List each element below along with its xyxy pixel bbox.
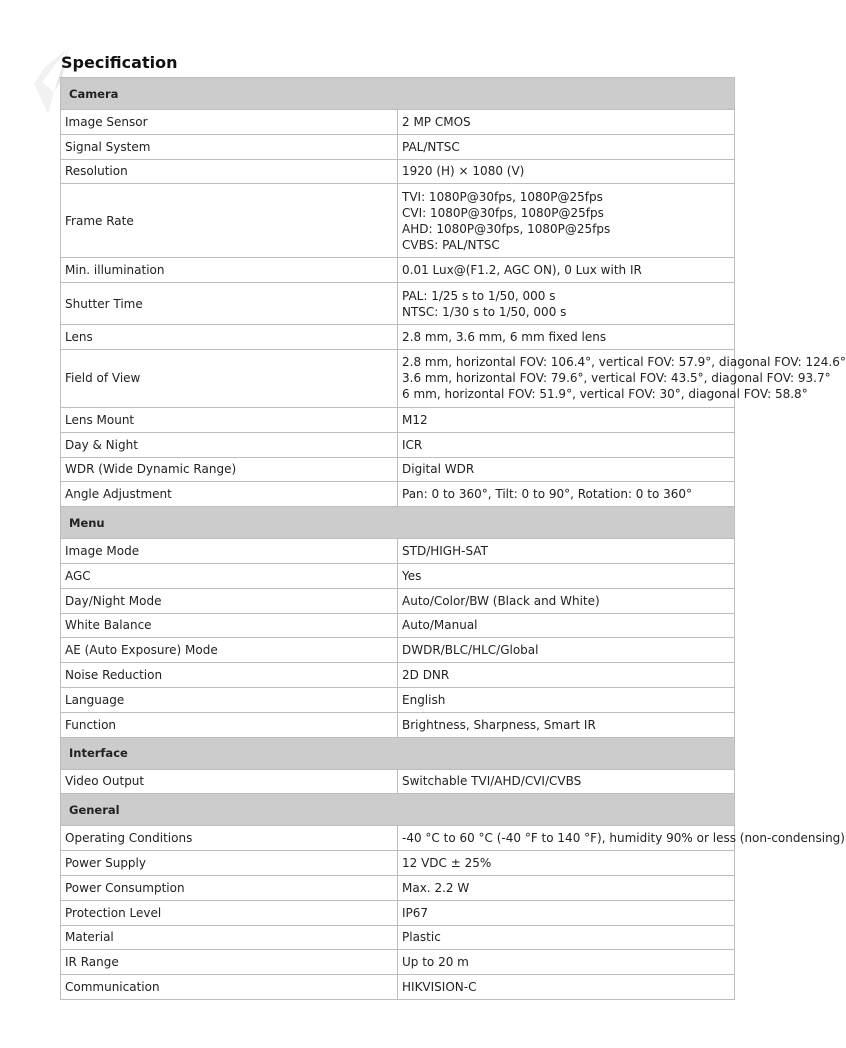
spec-table bbox=[60, 77, 846, 1000]
spec-row-field-of-view bbox=[61, 349, 735, 407]
spec-value-line: M12 bbox=[402, 412, 428, 427]
spec-label: Min. illumination bbox=[61, 258, 398, 283]
spec-value bbox=[398, 184, 735, 258]
spec-label: Image Sensor bbox=[61, 110, 398, 135]
spec-value bbox=[398, 563, 735, 588]
spec-value bbox=[398, 539, 735, 564]
spec-value bbox=[398, 638, 735, 663]
spec-row-power-supply bbox=[61, 851, 735, 876]
spec-label: Power Supply bbox=[61, 851, 398, 876]
spec-value bbox=[398, 769, 735, 794]
spec-value-line: PAL/NTSC bbox=[402, 139, 460, 154]
spec-value-line: Max. 2.2 W bbox=[402, 880, 470, 895]
spec-value-line: IP67 bbox=[402, 905, 429, 920]
spec-row-material bbox=[61, 925, 735, 950]
spec-value-line: 3.6 mm, horizontal FOV: 79.6°, vertical FOV: 43.5°, diagonal FOV: 93.7° bbox=[402, 371, 831, 386]
spec-row-angle-adjustment bbox=[61, 482, 735, 507]
spec-value-line: PAL: 1/25 s to 1/50, 000 s bbox=[402, 288, 556, 303]
spec-label: Communication bbox=[61, 975, 398, 1000]
spec-value bbox=[398, 925, 735, 950]
spec-row-min-illumination bbox=[61, 258, 735, 283]
spec-label: Resolution bbox=[61, 159, 398, 184]
spec-row-language bbox=[61, 687, 735, 712]
spec-label: Day & Night bbox=[61, 432, 398, 457]
spec-label: Lens Mount bbox=[61, 407, 398, 432]
spec-row-ir-range bbox=[61, 950, 735, 975]
spec-value bbox=[398, 613, 735, 638]
spec-value-line: Pan: 0 to 360°, Tilt: 0 to 90°, Rotation: 0 to 360° bbox=[402, 487, 693, 502]
spec-value-line: 2.8 mm, horizontal FOV: 106.4°, vertical FOV: 57.9°, diagonal FOV: 124.6° bbox=[402, 355, 846, 370]
spec-value bbox=[398, 588, 735, 613]
spec-value-line: 12 VDC ± 25% bbox=[402, 856, 492, 871]
spec-value bbox=[398, 457, 735, 482]
spec-row-image-mode bbox=[61, 539, 735, 564]
spec-value-line: NTSC: 1/30 s to 1/50, 000 s bbox=[402, 304, 567, 319]
spec-value bbox=[398, 975, 735, 1000]
spec-value-line: CVI: 1080P@30fps, 1080P@25fps bbox=[402, 205, 604, 220]
spec-label: Protection Level bbox=[61, 900, 398, 925]
spec-value-line: Switchable TVI/AHD/CVI/CVBS bbox=[402, 774, 582, 789]
spec-label: Frame Rate bbox=[61, 184, 398, 258]
section-header-camera bbox=[61, 78, 735, 110]
spec-label: Day/Night Mode bbox=[61, 588, 398, 613]
spec-value-line: TVI: 1080P@30fps, 1080P@25fps bbox=[402, 189, 603, 204]
spec-value bbox=[398, 950, 735, 975]
spec-label: Function bbox=[61, 712, 398, 737]
spec-value bbox=[398, 826, 845, 851]
spec-value-line: HIKVISION-C bbox=[402, 980, 477, 995]
spec-value-line: DWDR/BLC/HLC/Global bbox=[402, 643, 539, 658]
spec-row-day-night-mode bbox=[61, 588, 735, 613]
spec-row-operating-conditions bbox=[61, 826, 735, 851]
spec-row-image-sensor bbox=[61, 110, 735, 135]
spec-row-lens-mount bbox=[61, 407, 735, 432]
spec-row-shutter-time bbox=[61, 283, 735, 325]
spec-label: Video Output bbox=[61, 769, 398, 794]
spec-row-frame-rate bbox=[61, 184, 735, 258]
spec-value bbox=[398, 258, 735, 283]
spec-value bbox=[398, 687, 735, 712]
section-header-general bbox=[61, 794, 735, 826]
spec-row-white-balance bbox=[61, 613, 735, 638]
spec-label: AE (Auto Exposure) Mode bbox=[61, 638, 398, 663]
spec-label: Lens bbox=[61, 325, 398, 350]
spec-label: Noise Reduction bbox=[61, 663, 398, 688]
spec-label: Operating Conditions bbox=[61, 826, 398, 851]
spec-value-line: 0.01 Lux@(F1.2, AGC ON), 0 Lux with IR bbox=[402, 263, 642, 278]
section-header-interface bbox=[61, 737, 735, 769]
spec-value-line: English bbox=[402, 692, 446, 707]
spec-row-agc bbox=[61, 563, 735, 588]
spec-value bbox=[398, 663, 735, 688]
section-header-menu bbox=[61, 507, 735, 539]
spec-value-line: 1920 (H) × 1080 (V) bbox=[402, 164, 525, 179]
section-title: Interface bbox=[61, 737, 735, 769]
spec-row-wdr-wide-dynamic-range bbox=[61, 457, 735, 482]
spec-value bbox=[398, 325, 735, 350]
spec-value-line: ICR bbox=[402, 437, 423, 452]
spec-row-protection-level bbox=[61, 900, 735, 925]
spec-label: White Balance bbox=[61, 613, 398, 638]
spec-row-resolution bbox=[61, 159, 735, 184]
spec-row-ae-auto-exposure-mode bbox=[61, 638, 735, 663]
spec-value-line: CVBS: PAL/NTSC bbox=[402, 237, 500, 252]
spec-value-line: 2 MP CMOS bbox=[402, 114, 471, 129]
spec-label: Shutter Time bbox=[61, 283, 398, 325]
section-title: Camera bbox=[61, 78, 735, 110]
spec-value bbox=[398, 432, 735, 457]
spec-value bbox=[398, 712, 735, 737]
spec-row-day-night bbox=[61, 432, 735, 457]
spec-value bbox=[398, 134, 735, 159]
spec-label: Material bbox=[61, 925, 398, 950]
spec-value bbox=[398, 159, 735, 184]
spec-value bbox=[398, 283, 735, 325]
spec-row-communication bbox=[61, 975, 735, 1000]
spec-value bbox=[398, 407, 735, 432]
section-title: Menu bbox=[61, 507, 735, 539]
spec-row-power-consumption bbox=[61, 875, 735, 900]
spec-value-line: AHD: 1080P@30fps, 1080P@25fps bbox=[402, 221, 611, 236]
spec-value-line: Up to 20 m bbox=[402, 955, 469, 970]
spec-value-line: 2D DNR bbox=[402, 668, 450, 683]
spec-value-line: 6 mm, horizontal FOV: 51.9°, vertical FOV: 30°, diagonal FOV: 58.8° bbox=[402, 387, 808, 402]
spec-row-noise-reduction bbox=[61, 663, 735, 688]
spec-value-line: Yes bbox=[402, 568, 422, 583]
spec-value bbox=[398, 110, 735, 135]
spec-value-line: STD/HIGH-SAT bbox=[402, 544, 488, 559]
spec-row-video-output bbox=[61, 769, 735, 794]
spec-value-line: Digital WDR bbox=[402, 462, 475, 477]
spec-row-function bbox=[61, 712, 735, 737]
spec-label: WDR (Wide Dynamic Range) bbox=[61, 457, 398, 482]
spec-value-line: Plastic bbox=[402, 930, 441, 945]
spec-value-line: 2.8 mm, 3.6 mm, 6 mm fixed lens bbox=[402, 330, 607, 345]
spec-value bbox=[398, 875, 735, 900]
spec-value-line: -40 °C to 60 °C (-40 °F to 140 °F), humidity 90% or less (non-condensing) bbox=[402, 831, 845, 846]
spec-row-signal-system bbox=[61, 134, 735, 159]
page-title: Specification bbox=[61, 53, 178, 72]
spec-value bbox=[398, 482, 735, 507]
spec-value bbox=[398, 900, 735, 925]
spec-label: Image Mode bbox=[61, 539, 398, 564]
spec-value bbox=[398, 851, 735, 876]
spec-label: Field of View bbox=[61, 349, 398, 407]
spec-label: IR Range bbox=[61, 950, 398, 975]
spec-label: Angle Adjustment bbox=[61, 482, 398, 507]
spec-value-line: Auto/Color/BW (Black and White) bbox=[402, 593, 600, 608]
spec-row-lens bbox=[61, 325, 735, 350]
spec-value-line: Auto/Manual bbox=[402, 618, 478, 633]
spec-label: AGC bbox=[61, 563, 398, 588]
spec-label: Signal System bbox=[61, 134, 398, 159]
section-title: General bbox=[61, 794, 735, 826]
spec-value-line: Brightness, Sharpness, Smart IR bbox=[402, 717, 596, 732]
spec-label: Power Consumption bbox=[61, 875, 398, 900]
spec-value bbox=[398, 349, 846, 407]
spec-label: Language bbox=[61, 687, 398, 712]
